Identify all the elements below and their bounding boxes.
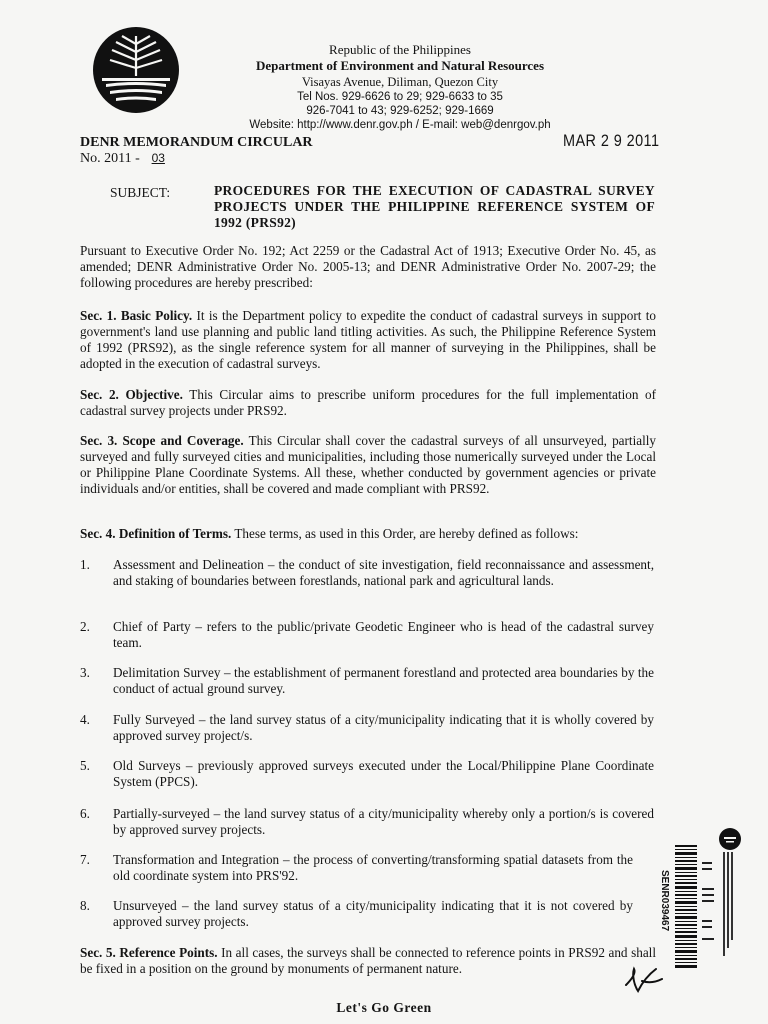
telephone-line-2: 926-7041 to 43; 929-6252; 929-1669	[306, 105, 494, 117]
item-text: Fully Surveyed – the land survey status of a city/municipality indicating that it is wholly covered by approved survey project/s.	[113, 712, 654, 743]
item-text: Partially-surveyed – the land survey status of a city/municipality whereby only a portion/s is covered by approved survey projects.	[113, 806, 654, 837]
item-text: Chief of Party – refers to the public/private Geodetic Engineer who is head of the cadastral survey team.	[113, 619, 654, 650]
item-text: Unsurveyed – the land survey status of a city/municipality indicating that it is not covered by approved survey projects.	[113, 898, 633, 929]
subject-text: PROCEDURES FOR THE EXECUTION OF CADASTRAL SURVEY PROJECTS UNDER THE PHILIPPINE REFERENCE SYSTEM OF 1992 (PRS92)	[214, 183, 655, 230]
item-text: Old Surveys – previously approved surveys executed under the Local/Philippine Plane Coordinate System (PPCS).	[113, 758, 654, 789]
republic-line: Republic of the Philippines	[329, 42, 471, 57]
seal-icon	[717, 826, 743, 852]
section-definitions	[80, 526, 656, 542]
item-number: 6.	[80, 806, 90, 821]
stamp-marks	[700, 858, 716, 968]
website-line: Website: http://www.denr.gov.ph / E-mail: web@denrgov.ph	[249, 119, 551, 131]
footer-slogan: Let's Go Green	[336, 1000, 432, 1015]
section-text: This Circular aims to prescribe uniform procedures for the full implementation of cadastral survey projects under PRS92.	[80, 387, 657, 418]
section-heading: Sec. 4. Definition of Terms.	[80, 526, 232, 541]
item-number: 2.	[80, 619, 90, 634]
section-text: These terms, as used in this Order, are hereby defined as follows:	[231, 526, 579, 541]
item-number: 1.	[80, 557, 90, 572]
preamble: Pursuant to Executive Order No. 192; Act 2259 or the Cadastral Act of 1913; Executive Order No. 45, as amended; DENR Administrative Order No. 2005-13; and DENR Administrative Order No. 2007-29; the following procedures are hereby prescribed:	[80, 243, 656, 290]
section-text: This Circular shall cover the cadastral surveys of all unsurveyed, partially surveyed and fully surveyed cities and municipalities, including those numerically surveyed under the Local or Philippine Plane Coordinate Systems. All these, whether conducted by government agencies or private individuals and/or entities, shall be covered and made compliant with PRS92.	[80, 433, 657, 496]
section-scope	[80, 433, 656, 497]
department-name: Department of Environment and Natural Resources	[255, 58, 545, 73]
memo-number-prefix: No. 2011 -	[80, 151, 140, 166]
section-text: In all cases, the surveys shall be connected to reference points in PRS92 and shall be fixed in a position on the ground by monuments of permanent nature.	[80, 945, 656, 976]
letterhead	[195, 42, 605, 132]
section-objective	[80, 387, 656, 419]
memo-number-value: 03	[151, 151, 165, 165]
item-text: Transformation and Integration – the process of converting/transforming spatial datasets from the old coordinate system into PRS'92.	[113, 852, 633, 883]
section-basic-policy	[80, 308, 656, 372]
item-text: Assessment and Delineation – the conduct of site investigation, field reconnaissance and assessment, and staking of boundaries between forestlands, national park and agricultural lands.	[113, 557, 654, 588]
section-heading: Sec. 3. Scope and Coverage.	[80, 433, 244, 448]
subject-label: SUBJECT:	[110, 185, 171, 200]
address-line: Visayas Avenue, Diliman, Quezon City	[301, 75, 499, 89]
section-heading: Sec. 2. Objective.	[80, 387, 183, 402]
barcode	[675, 845, 697, 970]
memo-title: DENR MEMORANDUM CIRCULAR	[80, 135, 313, 150]
item-number: 3.	[80, 665, 90, 680]
section-heading: Sec. 5. Reference Points.	[80, 945, 218, 960]
denr-logo	[92, 26, 180, 114]
section-heading: Sec. 1. Basic Policy.	[80, 308, 193, 323]
stamp-fine-print	[722, 852, 736, 962]
telephone-line-1: Tel Nos. 929-6626 to 29; 929-6633 to 35	[297, 91, 503, 103]
handwritten-initial	[622, 965, 666, 995]
section-reference-points	[80, 945, 656, 977]
item-number: 4.	[80, 712, 90, 727]
item-number: 8.	[80, 898, 90, 913]
item-text: Delimitation Survey – the establishment of permanent forestland and protected area boundaries by the conduct of actual ground survey.	[113, 665, 654, 696]
memo-number	[80, 151, 173, 167]
item-number: 7.	[80, 852, 90, 867]
barcode-number: SENR039467	[659, 870, 670, 932]
date-stamp: MAR 2 9 2011	[563, 131, 660, 150]
item-number: 5.	[80, 758, 90, 773]
section-text: It is the Department policy to expedite the conduct of cadastral surveys in support to government's land use planning and public land titling activities. As such, the Philippine Reference System of 1992 (PRS92), as the single reference system for all manner of surveying in the Philippines, shall be adopted in the execution of cadastral surveys.	[80, 308, 656, 371]
